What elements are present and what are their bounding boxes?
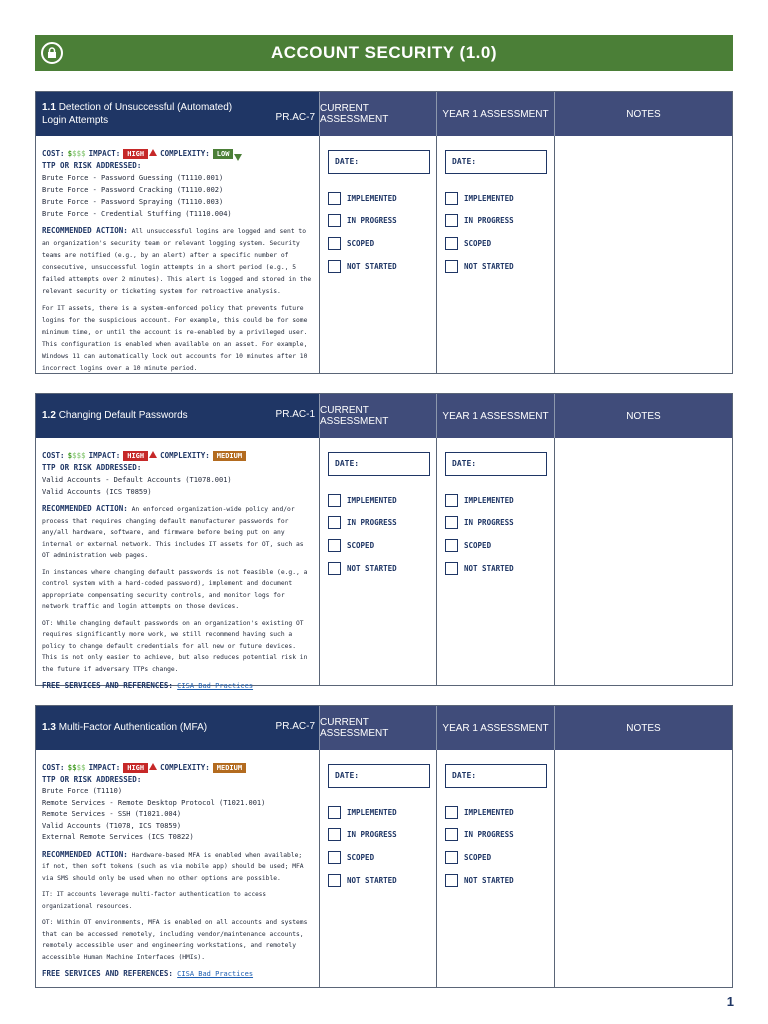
in-progress-checkbox[interactable] (445, 214, 458, 227)
current-assessment-header: CURRENT ASSESSMENT (320, 394, 437, 438)
in-progress-checkbox[interactable] (445, 516, 458, 529)
control-card-1-1 (35, 91, 733, 374)
recommended-action-label: RECOMMENDED ACTION: (42, 849, 128, 859)
banner-title: ACCOUNT SECURITY (1.0) (270, 43, 498, 62)
implemented-checkbox[interactable] (328, 806, 341, 819)
notes-cell[interactable] (555, 438, 732, 685)
paragraph: In instances where changing default passwords is not feasible (e.g., a control system with a hard-coded password), implement and document appropriate compensating security controls, and monitor logs for network traffic and login attempts on those devices. (42, 568, 308, 610)
impact-label: IMPACT: (88, 763, 121, 772)
ttp-item: Brute Force - Password Spraying (T1110.003) (42, 198, 224, 206)
implemented-checkbox[interactable] (328, 494, 341, 507)
recommended-action-text: Hardware-based MFA is enabled when available; if not, then soft tokens (such as via mobile app) should be used; MFA via SMS should only be used when no other options are possible. (42, 851, 304, 882)
option-label: NOT STARTED (464, 876, 514, 885)
impact-badge: HIGH (123, 149, 148, 159)
implemented-checkbox[interactable] (328, 192, 341, 205)
not-started-checkbox[interactable] (328, 260, 341, 273)
reference-link[interactable]: CISA Bad Practices (177, 970, 254, 978)
option-label: SCOPED (464, 239, 492, 248)
option-label: IN PROGRESS (347, 830, 397, 839)
year1-assessment-header: YEAR 1 ASSESSMENT (437, 92, 555, 136)
ttp-item: Brute Force - Password Guessing (T1110.001) (42, 174, 224, 182)
option-label: IMPLEMENTED (347, 808, 397, 817)
option-label: IN PROGRESS (464, 518, 514, 527)
current-assessment-cell (320, 750, 437, 987)
complexity-label: COMPLEXITY: (160, 451, 210, 460)
current-assessment-header: CURRENT ASSESSMENT (320, 92, 437, 136)
card-header (36, 706, 320, 750)
ttp-label: TTP OR RISK ADDRESSED: (42, 161, 142, 170)
not-started-checkbox[interactable] (445, 874, 458, 887)
not-started-checkbox[interactable] (445, 260, 458, 273)
paragraph: OT: Within OT environments, MFA is enabled on all accounts and systems that can be accessed remotely, including vendor/maintenance accounts, remotely accessible user and engineering workstations, and remotely accessible Human Machine Interfaces (HMIs). (42, 919, 308, 961)
paragraph: IT: IT accounts leverage multi-factor authentication to access organizational resources. (42, 891, 266, 910)
impact-label: IMPACT: (88, 149, 121, 158)
scoped-checkbox[interactable] (445, 237, 458, 250)
card-number: 1.2 (42, 410, 56, 421)
option-label: SCOPED (464, 853, 492, 862)
option-label: IN PROGRESS (347, 518, 397, 527)
year1-assessment-cell (437, 136, 555, 373)
implemented-checkbox[interactable] (445, 806, 458, 819)
ttp-item: Brute Force - Credential Stuffing (T1110.004) (42, 210, 232, 218)
option-label: SCOPED (347, 541, 375, 550)
ttp-item: Valid Accounts (ICS T0859) (42, 488, 152, 496)
option-label: IMPLEMENTED (464, 496, 514, 505)
card-title: Multi-Factor Authentication (MFA) (58, 722, 208, 733)
option-label: IMPLEMENTED (464, 194, 514, 203)
ttp-item: Brute Force - Password Cracking (T1110.002) (42, 186, 224, 194)
card-ref: PR.AC-7 (275, 721, 315, 732)
option-label: SCOPED (347, 853, 375, 862)
arrow-down-icon (234, 154, 242, 161)
option-label: IMPLEMENTED (347, 496, 397, 505)
ttp-item: Remote Services - SSH (T1021.004) (42, 810, 182, 818)
cost-label: COST: (42, 149, 65, 158)
date-field[interactable]: DATE: (445, 452, 547, 476)
page-number: 1 (726, 994, 734, 1009)
not-started-checkbox[interactable] (328, 562, 341, 575)
cost-label: COST: (42, 763, 65, 772)
option-label: NOT STARTED (347, 876, 397, 885)
option-label: SCOPED (464, 541, 492, 550)
section-banner (35, 35, 733, 71)
option-label: NOT STARTED (347, 262, 397, 271)
complexity-badge: MEDIUM (213, 763, 246, 773)
ttp-item: Valid Accounts - Default Accounts (T1078.001) (42, 476, 232, 484)
recommended-action-text: All unsuccessful logins are logged and sent to an organization's security team or relevant logging system. Security teams are notified (e.g., by an alert) after a specific number of consecutive, unsuccessful login attempts in a short period (e.g., 5 failed attempts over 2 minutes). This alert is logged and stored in the relevant security or ticketing system for retroactive analysis. (42, 228, 312, 295)
impact-label: IMPACT: (88, 451, 121, 460)
option-label: IMPLEMENTED (347, 194, 397, 203)
paragraph: OT: While changing default passwords on an organization's existing OT requires significantly more work, we still recommend having such a policy to change default credentials for all new or future devices. This is not only easier to achieve, but also reduces potential risk in the future if adversary TTPs change. (42, 619, 308, 673)
year1-assessment-header: YEAR 1 ASSESSMENT (437, 394, 555, 438)
current-assessment-cell (320, 136, 437, 373)
card-ref: PR.AC-1 (275, 409, 315, 420)
card-ref: PR.AC-7 (275, 112, 315, 123)
date-field[interactable]: DATE: (328, 150, 430, 174)
year1-assessment-cell (437, 750, 555, 987)
paragraph: For IT assets, there is a system-enforced policy that prevents future logins for the suspicious account. For example, this could be for some minimum time, or until the account is re-enabled by a privileged user. This configuration is enabled when available on an asset. For example, Windows 11 can automatically lock out accounts for 10 minutes after 10 incorrect logins over a 10 minute period. (42, 305, 308, 372)
complexity-label: COMPLEXITY: (160, 763, 210, 772)
notes-cell[interactable] (555, 136, 732, 373)
card-header (36, 394, 320, 438)
arrow-up-icon (149, 149, 157, 156)
ttp-label: TTP OR RISK ADDRESSED: (42, 463, 142, 472)
card-content (36, 750, 320, 987)
notes-header: NOTES (555, 394, 732, 438)
arrow-up-icon (149, 763, 157, 770)
in-progress-checkbox[interactable] (445, 828, 458, 841)
option-label: IMPLEMENTED (464, 808, 514, 817)
option-label: IN PROGRESS (464, 830, 514, 839)
arrow-up-icon (149, 451, 157, 458)
not-started-checkbox[interactable] (445, 562, 458, 575)
date-field[interactable]: DATE: (328, 452, 430, 476)
option-label: NOT STARTED (347, 564, 397, 573)
cost-label: COST: (42, 451, 65, 460)
free-services-label: FREE SERVICES AND REFERENCES: (42, 969, 173, 978)
recommended-action-text: An enforced organization-wide policy and/or process that requires changing default manufacturer passwords for any/all hardware, software, and firmware before being put on any internal or external network. This includes IT assets for OT, such as OT administration web pages. (42, 506, 304, 559)
ttp-label: TTP OR RISK ADDRESSED: (42, 775, 142, 784)
card-content (36, 136, 320, 373)
scoped-checkbox[interactable] (328, 237, 341, 250)
date-field[interactable]: DATE: (445, 764, 547, 788)
control-card-1-2 (35, 393, 733, 690)
cost-rating: $$$$ (67, 451, 86, 460)
current-assessment-header: CURRENT ASSESSMENT (320, 706, 437, 750)
notes-header: NOTES (555, 706, 732, 750)
notes-cell[interactable] (555, 750, 732, 987)
implemented-checkbox[interactable] (445, 192, 458, 205)
year1-assessment-header: YEAR 1 ASSESSMENT (437, 706, 555, 750)
cost-rating: $$$$ (67, 149, 86, 158)
card-title: Detection of Unsuccessful (Automated) Login Attempts (42, 102, 233, 126)
control-card-1-3 (35, 705, 733, 988)
complexity-label: COMPLEXITY: (160, 149, 210, 158)
date-field[interactable]: DATE: (445, 150, 547, 174)
ttp-item: Valid Accounts (T1078, ICS T0859) (42, 821, 182, 830)
in-progress-checkbox[interactable] (328, 516, 341, 529)
date-field[interactable]: DATE: (328, 764, 430, 788)
option-label: SCOPED (347, 239, 375, 248)
ttp-item: External Remote Services (ICS T0822) (42, 833, 194, 841)
scoped-checkbox[interactable] (328, 851, 341, 864)
reference-link[interactable]: CISA Bad Practices (177, 682, 254, 690)
notes-header: NOTES (555, 92, 732, 136)
scoped-checkbox[interactable] (445, 851, 458, 864)
scoped-checkbox[interactable] (328, 539, 341, 552)
recommended-action-label: RECOMMENDED ACTION: (42, 504, 128, 513)
option-label: NOT STARTED (464, 564, 514, 573)
cost-rating: $$$$ (67, 763, 86, 772)
complexity-badge: LOW (213, 149, 234, 159)
option-label: IN PROGRESS (464, 216, 514, 225)
recommended-action-label: RECOMMENDED ACTION: (42, 226, 128, 235)
card-title: Changing Default Passwords (58, 410, 188, 421)
not-started-checkbox[interactable] (328, 874, 341, 887)
option-label: NOT STARTED (464, 262, 514, 271)
ttp-item: Remote Services - Remote Desktop Protocol (T1021.001) (42, 798, 266, 807)
year1-assessment-cell (437, 438, 555, 685)
implemented-checkbox[interactable] (445, 494, 458, 507)
card-header (36, 92, 320, 136)
free-services-label: FREE SERVICES AND REFERENCES: (42, 681, 173, 690)
ttp-item: Brute Force (T1110) (42, 787, 123, 795)
impact-badge: HIGH (123, 451, 148, 461)
scoped-checkbox[interactable] (445, 539, 458, 552)
in-progress-checkbox[interactable] (328, 214, 341, 227)
in-progress-checkbox[interactable] (328, 828, 341, 841)
complexity-badge: MEDIUM (213, 451, 246, 461)
card-number: 1.3 (42, 722, 56, 733)
card-number: 1.1 (42, 102, 56, 113)
card-content (36, 438, 320, 690)
option-label: IN PROGRESS (347, 216, 397, 225)
current-assessment-cell (320, 438, 437, 685)
impact-badge: HIGH (123, 763, 148, 773)
